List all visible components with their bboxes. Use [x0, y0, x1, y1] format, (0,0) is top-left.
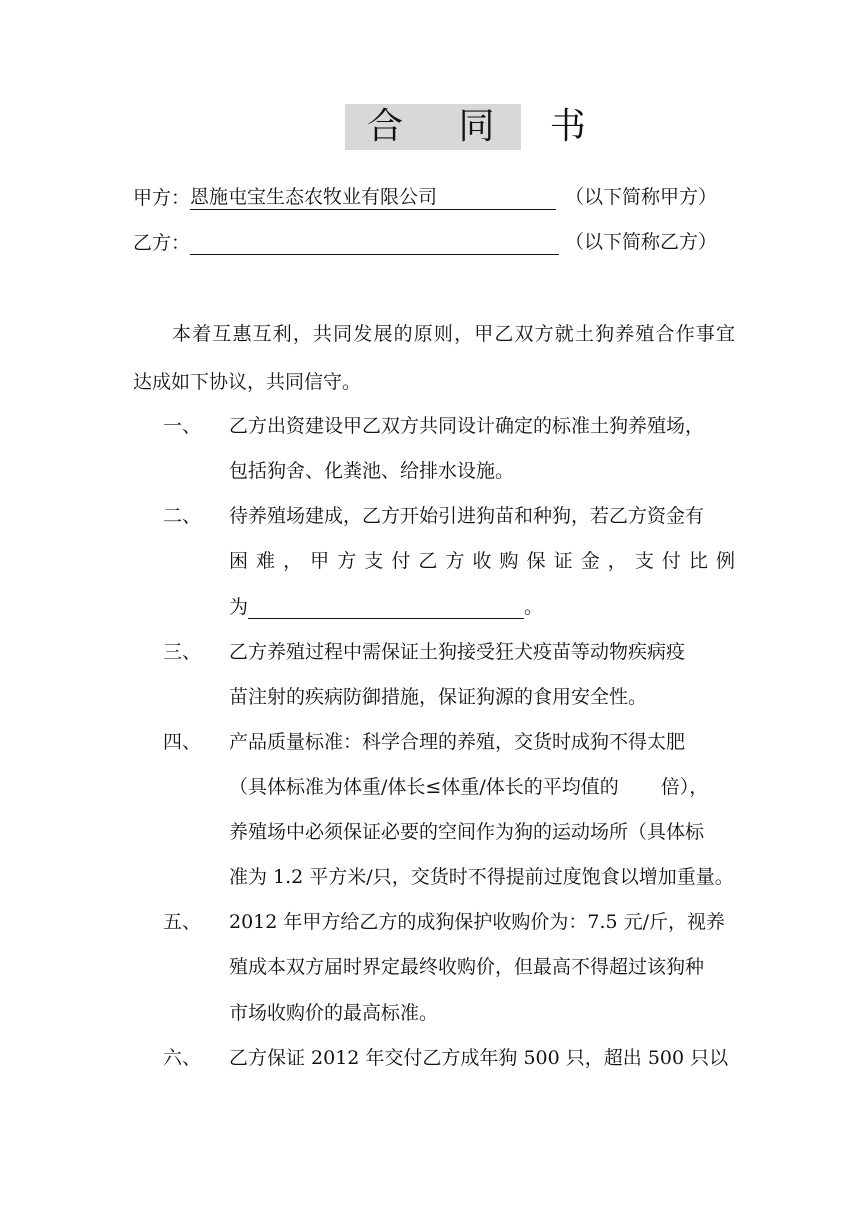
clause-4-line-1: 产品质量标准：科学合理的养殖，交货时成狗不得太肥: [229, 731, 686, 753]
clause-1-line-2: 包括狗舍、化粪池、给排水设施。: [229, 460, 515, 482]
clause-3-line-2: 苗注射的疾病防御措施，保证狗源的食用安全性。: [229, 686, 648, 708]
party-a-label: 甲方：: [133, 187, 191, 209]
party-a-name: 恩施屯宝生态农牧业有限公司: [190, 186, 438, 208]
party-a-name-field: [190, 185, 556, 210]
clause-5-line-3: 市场收购价的最高标准。: [229, 1002, 439, 1024]
clause-6-line-1: 乙方保证 2012 年交付乙方成年狗 500 只，超出 500 只以: [229, 1047, 729, 1069]
clause-4-line-3: 养殖场中必须保证必要的空间作为狗的运动场所（具体标: [229, 821, 705, 843]
intro-line-1: 本着互惠互利，共同发展的原则，甲乙双方就土狗养殖合作事宜: [172, 323, 735, 345]
clause-5-line-1: 2012 年甲方给乙方的成狗保护收购价为：7.5 元/斤，视养: [229, 911, 726, 933]
document-title: 合 同 书: [345, 104, 521, 150]
clause-1-line-1: 乙方出资建设甲乙双方共同设计确定的标准土狗养殖场，: [229, 415, 705, 437]
clause-2-line-1: 待养殖场建成，乙方开始引进狗苗和种狗，若乙方资金有: [229, 505, 705, 527]
party-a-suffix: （以下简称甲方）: [565, 186, 718, 208]
payment-ratio-field: [248, 594, 524, 619]
clause-6-number: 六、: [163, 1047, 202, 1069]
clause-1-number: 一、: [163, 415, 202, 437]
party-a-line: [133, 185, 556, 210]
party-b-suffix: （以下简称乙方）: [565, 231, 718, 253]
party-b-label: 乙方：: [133, 232, 191, 254]
clause-4-line-2: [229, 775, 735, 799]
clause-3-number: 三、: [163, 641, 202, 663]
clause-2-line-3: [229, 594, 735, 619]
party-b-line: [133, 230, 559, 255]
clause-5-line-2: 殖成本双方届时界定最终收购价，但最高不得超过该狗种: [229, 956, 705, 978]
clause-2-ratio-suffix: 。: [524, 596, 544, 618]
party-b-name-field: [190, 230, 559, 255]
clause-4-standard-suffix: 倍），: [660, 776, 709, 798]
clause-4-number: 四、: [163, 731, 202, 753]
clause-2-ratio-prefix: 为: [229, 596, 249, 618]
intro-line-2: 达成如下协议，共同信守。: [133, 371, 362, 393]
clause-4-line-4: 准为 1.2 平方米/只，交货时不得提前过度饱食以增加重量。: [229, 866, 734, 888]
clause-2-number: 二、: [163, 505, 202, 527]
clause-2-line-2: 困难，甲方支付乙方收购保证金，支付比例: [229, 550, 735, 572]
clause-5-number: 五、: [163, 911, 202, 933]
clause-4-standard-prefix: （具体标准为体重/体长≤体重/体长的平均值的: [229, 776, 619, 798]
clause-3-line-1: 乙方养殖过程中需保证土狗接受狂犬疫苗等动物疾病疫: [229, 641, 686, 663]
